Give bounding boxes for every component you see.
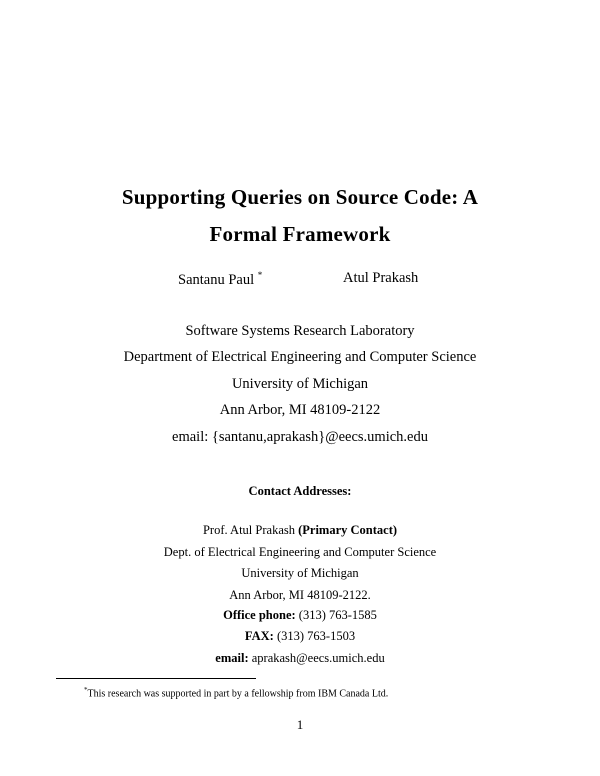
- office-phone-label: Office phone:: [223, 608, 296, 622]
- author-2-name: Atul Prakash: [343, 270, 419, 286]
- footnote-rule: [56, 678, 256, 679]
- author-1-footnote-mark: *: [257, 270, 263, 280]
- contact-fax-line: [0, 629, 600, 644]
- contact-office-phone-line: [0, 608, 600, 623]
- affiliation-university: University of Michigan: [231, 376, 369, 392]
- contact-email-line: [0, 651, 600, 666]
- affiliation-address: Ann Arbor, MI 48109-2122: [219, 402, 381, 418]
- footnote-mark: *: [84, 686, 88, 694]
- contact-heading: Contact Addresses:: [248, 484, 352, 498]
- footnote: [84, 686, 388, 699]
- affiliation-email: email: {santanu,aprakash}@eecs.umich.edu: [172, 429, 428, 445]
- contact-university: University of Michigan: [241, 566, 359, 580]
- paper-title-line-1: Supporting Queries on Source Code: A: [121, 185, 479, 209]
- contact-name-line: [0, 523, 600, 538]
- contact-primary-label: (Primary Contact): [298, 523, 398, 537]
- fax-label: FAX:: [244, 629, 274, 643]
- page-number: 1: [296, 717, 304, 732]
- fax-value: (313) 763-1503: [276, 629, 356, 643]
- email-value: aprakash@eecs.umich.edu: [251, 651, 385, 665]
- footnote-text: This research was supported in part by a fellowship from IBM Canada Ltd.: [87, 688, 389, 700]
- affiliation-lab: Software Systems Research Laboratory: [185, 323, 415, 339]
- affiliation-department: Department of Electrical Engineering and Computer Science: [123, 349, 477, 365]
- author-2: [343, 270, 418, 287]
- contact-department: Dept. of Electrical Engineering and Computer Science: [163, 545, 437, 559]
- author-1: [178, 270, 262, 289]
- office-phone-value: (313) 763-1585: [298, 608, 377, 622]
- contact-name: Prof. Atul Prakash: [202, 523, 295, 537]
- author-1-name: Santanu Paul: [178, 271, 255, 288]
- paper-title-line-2: Formal Framework: [209, 222, 391, 246]
- contact-address: Ann Arbor, MI 48109-2122.: [229, 588, 371, 602]
- email-label: email:: [215, 651, 249, 665]
